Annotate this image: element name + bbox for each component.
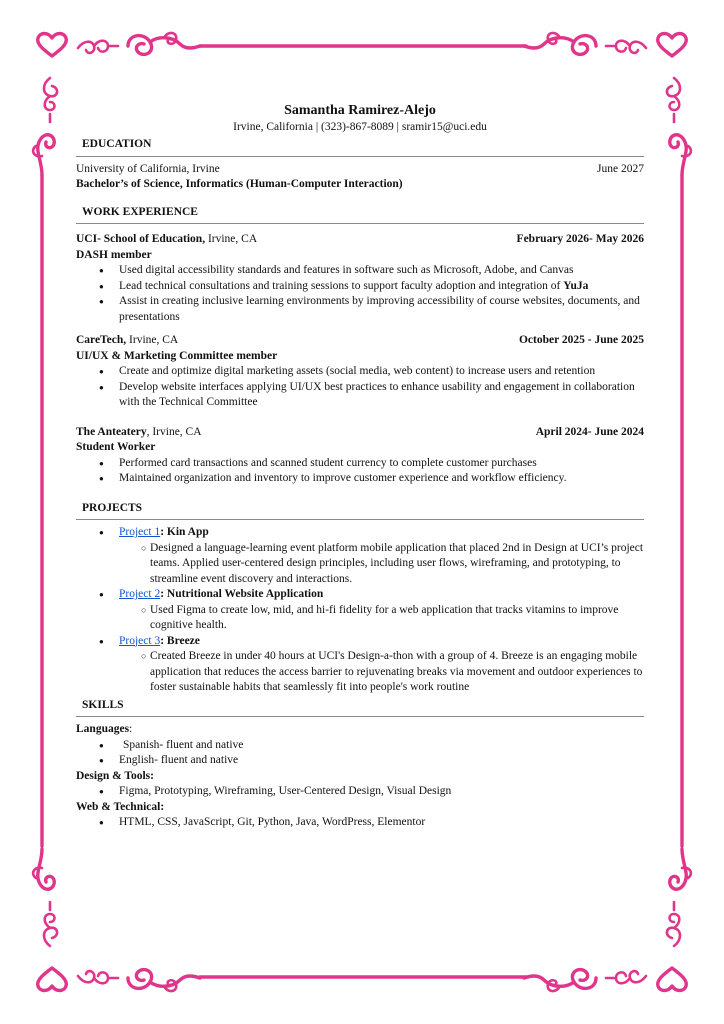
job-date: April 2024- June 2024 — [535, 425, 644, 438]
project-name: : Breeze — [160, 634, 200, 647]
skill-item: ● Figma, Prototyping, Wireframing, User-Centered Design, Visual Design — [76, 784, 644, 800]
section-title-skills: SKILLS — [76, 698, 644, 718]
project-item — [76, 525, 644, 541]
project-link[interactable]: Project 3 — [119, 634, 161, 647]
job-entry — [76, 333, 644, 411]
skill-item: ● English- fluent and native — [76, 753, 644, 769]
section-title-projects: PROJECTS — [76, 501, 644, 521]
job-entry — [76, 425, 644, 487]
section-title-education: EDUCATION — [76, 137, 644, 157]
job-bullet: ● Assist in creating inclusive learning environments by improving accessibility of course websites, documents, and presentations — [76, 294, 644, 325]
skills-design-label: Design & Tools: — [76, 769, 154, 782]
section-title-work: WORK EXPERIENCE — [76, 205, 644, 225]
job-bullet: ● Performed card transactions and scanned student currency to complete customer purchases — [76, 456, 644, 472]
skills-web-label: Web & Technical: — [76, 800, 165, 813]
skills-languages-label: Languages: — [76, 723, 133, 735]
job-location: , Irvine, CA — [146, 425, 202, 438]
job-org: UCI- School of Education, — [76, 233, 206, 245]
skill-item: ● Spanish- fluent and native — [76, 738, 644, 754]
contact-info: Irvine, California | (323)-867-8089 | sramir15@uci.edu — [233, 121, 487, 133]
education-date: June 2027 — [597, 162, 644, 175]
project-item — [76, 634, 644, 650]
job-role: UI/UX & Marketing Committee member — [76, 349, 278, 362]
job-date: February 2026- May 2026 — [516, 233, 644, 245]
education-row — [76, 162, 644, 178]
project-item — [76, 587, 644, 603]
job-date: October 2025 - June 2025 — [518, 334, 644, 346]
project-link[interactable]: Project 2 — [119, 588, 161, 600]
job-location: Irvine, CA — [126, 334, 179, 346]
bold-tail: YuJa — [563, 279, 589, 292]
job-role: DASH member — [76, 248, 152, 261]
project-name: : Nutritional Website Application — [160, 588, 324, 600]
job-org: CareTech, — [76, 334, 127, 346]
job-bullet: ● Develop website interfaces applying UI/UX best practices to enhance usability and engagement in collaboration with the Technical Committee — [76, 380, 644, 411]
job-bullet: ● Create and optimize digital marketing assets (social media, web content) to increase users and retention — [76, 364, 644, 380]
skill-item: ● HTML, CSS, JavaScript, Git, Python, Java, WordPress, Elementor — [76, 815, 644, 831]
job-role: Student Worker — [76, 441, 156, 453]
education-degree: Bachelor’s of Science, Informatics (Human-Computer Interaction) — [76, 178, 403, 190]
job-entry — [76, 232, 644, 325]
job-bullet: ● Used digital accessibility standards and features in software such as Microsoft, Adobe, and Canvas — [76, 263, 644, 279]
job-bullet: ● Maintained organization and inventory to improve customer experience and workflow efficiency. — [76, 471, 644, 487]
project-description: ○ Used Figma to create low, mid, and hi-fi fidelity for a web application that tracks vitamins to improve cognitive health. — [76, 603, 644, 634]
project-name: : Kin App — [160, 526, 209, 538]
project-description: ○ Designed a language-learning event platform mobile application that placed 2nd in Design at UCI’s project teams. Applied user-centered design principles, including user flows, wireframing, and prototyping, to streamline event discovery and interactions. — [76, 541, 644, 588]
job-bullet: ● Lead technical consultations and training sessions to support faculty adoption and integration of YuJa — [76, 279, 644, 295]
job-location: Irvine, CA — [205, 233, 258, 245]
project-link[interactable]: Project 1 — [119, 526, 161, 538]
education-school: University of California, Irvine — [76, 162, 220, 175]
project-description: ○ Created Breeze in under 40 hours at UCI's Design-a-thon with a group of 4. Breeze is an engaging mobile application that reduces the access barrier to rejuvenating breaks via movement and outdoor experiences to foster sustainable habits that seamlessly fit into people's work routine — [76, 649, 644, 696]
resume-name: Samantha Ramirez-Alejo — [284, 103, 436, 118]
resume-document — [76, 102, 644, 831]
job-org: The Anteatery — [76, 425, 147, 438]
